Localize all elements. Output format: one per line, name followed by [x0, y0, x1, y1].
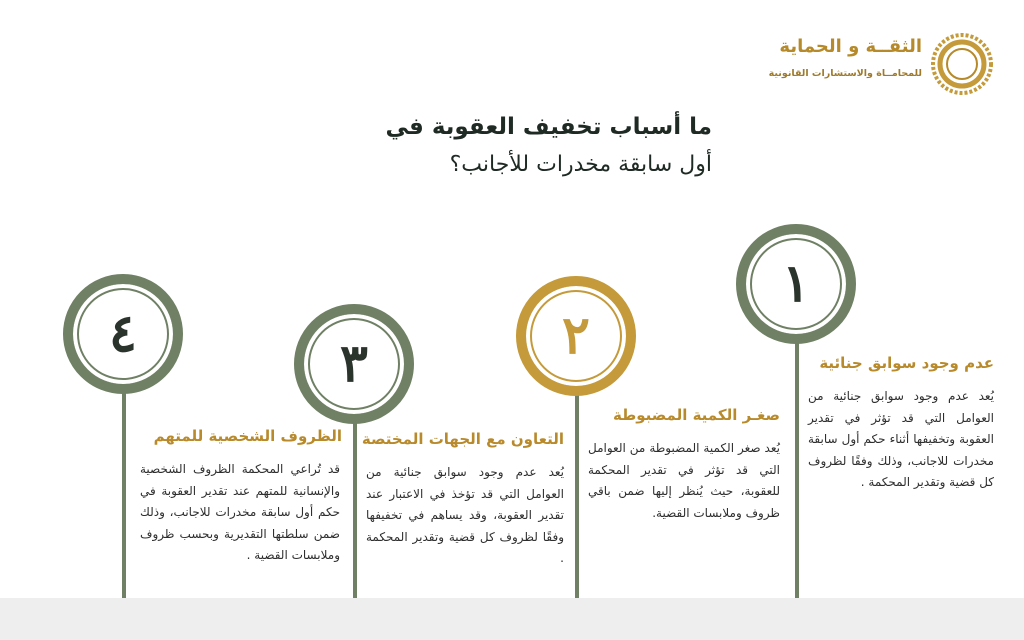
step-2-title: صغـر الكمية المضبوطة [613, 406, 780, 424]
page-title-line-2: أول سابقة مخدرات للأجانب؟ [449, 152, 712, 177]
page-title [292, 110, 712, 182]
logo-title: الثقــة و الحماية [779, 36, 922, 57]
step-1-number: ١ [782, 253, 810, 314]
step-4-body: قد تُراعي المحكمة الظروف الشخصية والإنسانية للمتهم عند تقدير العقوبة في حكم أول سابقة مخدرات للاجانب، وذلك ضمن سلطتها التقديرية وبحسب ظروف وملابسات القضية . [140, 462, 340, 562]
step-1-body: يُعد عدم وجود سوابق جنائية من العوامل التي قد تؤثر في تقدير العقوبة وتخفيفها أثناء حكم أول سابقة مخدرات للاجانب، وذلك وفقًا لظروف كل قضية وتقدير المحكمة . [808, 389, 994, 489]
step-2-stem [575, 380, 579, 598]
step-3-stem [353, 410, 357, 598]
step-1-stem [795, 330, 799, 598]
step-2-circle [516, 276, 636, 396]
step-3-number: ٣ [340, 333, 368, 394]
step-3-body: يُعد عدم وجود سوابق جنائية من العوامل التي قد تؤخذ في الاعتبار عند تقدير العقوبة، وقد يساهم في تخفيفها وفقًا لظروف كل قضية وتقدير المحكمة . [366, 465, 564, 565]
step-1-circle [736, 224, 856, 344]
step-3-circle [294, 304, 414, 424]
brand-logo [754, 30, 994, 100]
page-title-line-1: ما أسباب تخفيف العقوبة في [385, 114, 712, 140]
step-4-number: ٤ [109, 303, 137, 364]
bottom-bar [0, 598, 1024, 640]
step-3-title: التعاون مع الجهات المختصة [361, 430, 564, 448]
step-4-circle [63, 274, 183, 394]
step-4-title: الظروف الشخصية للمتهم [153, 427, 342, 445]
step-1-title: عدم وجود سوابق جنائية [819, 354, 994, 372]
step-2-number: ٢ [562, 305, 590, 366]
logo-ring-icon [930, 32, 994, 96]
logo-subtitle: للمحامــاة والاستشارات القانونية [768, 68, 922, 79]
step-4-stem [122, 380, 126, 598]
step-2-body: يُعد صغر الكمية المضبوطة من العوامل التي قد تؤثر في تقدير المحكمة للعقوبة، حيث يُنظر إليها ضمن باقي ظروف وملابسات القضية. [588, 441, 780, 520]
